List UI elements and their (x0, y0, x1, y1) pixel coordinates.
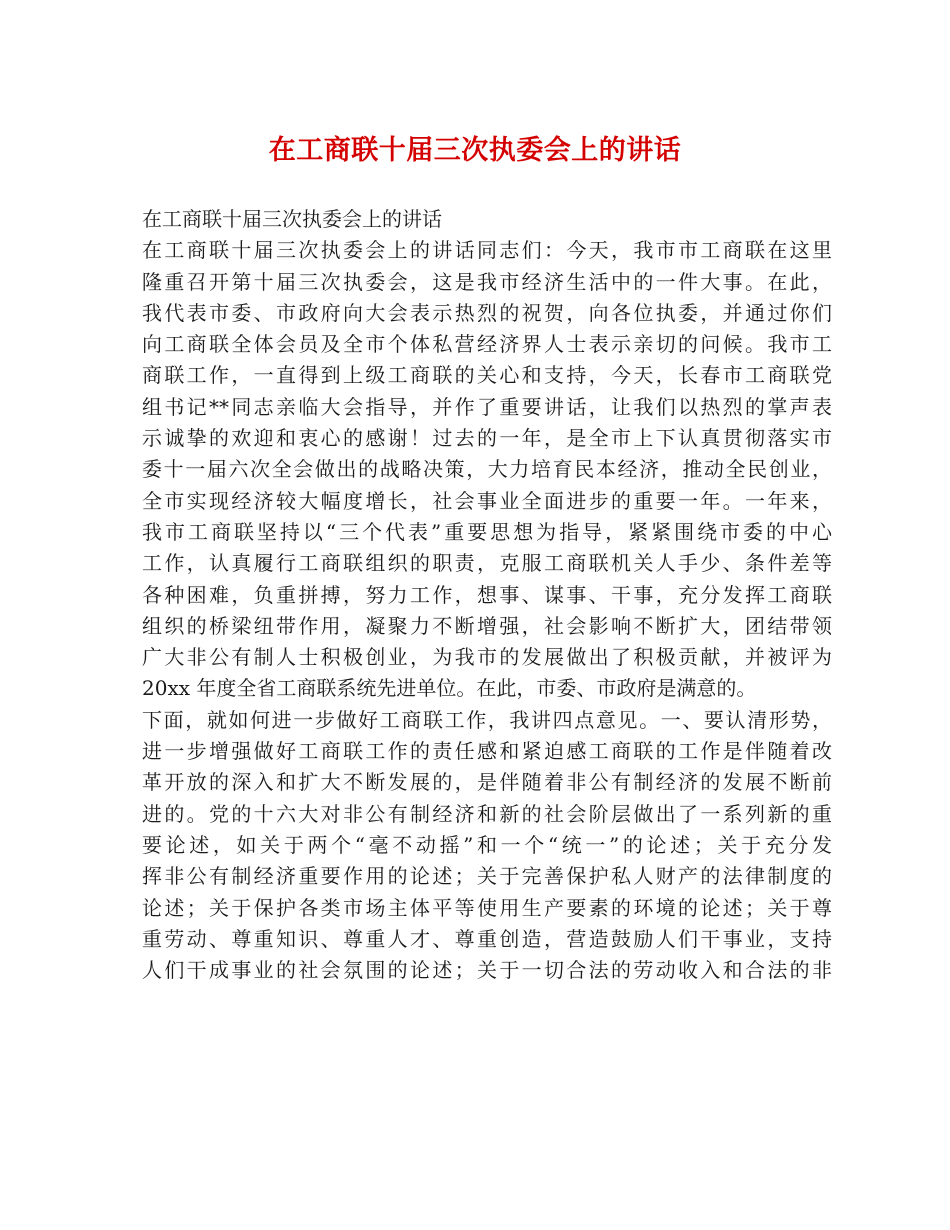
body-line: 挥非公有制经济重要作用的论述；关于完善保护私人财产的法律制度的 (142, 864, 832, 889)
body-line: 各种困难，负重拼搏，努力工作，想事、谋事、干事，充分发挥工商联 (142, 582, 832, 607)
body-line: 人们干成事业的社会氛围的论述；关于一切合法的劳动收入和合法的非 (142, 958, 832, 983)
body-line: 隆重召开第十届三次执委会，这是我市经济生活中的一件大事。在此， (142, 269, 832, 294)
body-line: 重劳动、尊重知识、尊重人才、尊重创造，营造鼓励人们干事业，支持 (142, 926, 832, 951)
body-line: 进一步增强做好工商联工作的责任感和紧迫感工商联的工作是伴随着改 (142, 739, 832, 764)
document-title: 在工商联十届三次执委会上的讲话 (268, 135, 682, 166)
body-line: 广大非公有制人士积极创业，为我市的发展做出了积极贡献，并被评为 (142, 645, 832, 670)
body-line: 革开放的深入和扩大不断发展的，是伴随着非公有制经济的发展不断前 (142, 770, 832, 795)
body-line: 20xx 年度全省工商联系统先进单位。在此，市委、市政府是满意的。 (142, 676, 757, 701)
body-line: 进的。党的十六大对非公有制经济和新的社会阶层做出了一系列新的重 (142, 801, 832, 826)
body-line: 向工商联全体会员及全市个体私营经济界人士表示亲切的问候。我市工 (142, 332, 832, 357)
body-line: 工作，认真履行工商联组织的职责，克服工商联机关人手少、条件差等 (142, 551, 832, 576)
body-line: 下面，就如何进一步做好工商联工作，我讲四点意见。一、要认清形势， (142, 707, 832, 732)
body-line: 商联工作，一直得到上级工商联的关心和支持，今天，长春市工商联党 (142, 363, 832, 388)
document-subtitle: 在工商联十届三次执委会上的讲话 (142, 207, 442, 231)
body-line: 在工商联十届三次执委会上的讲话同志们：今天，我市市工商联在这里 (142, 238, 832, 263)
body-line: 我市工商联坚持以“三个代表”重要思想为指导，紧紧围绕市委的中心 (142, 519, 832, 544)
body-line: 要论述，如关于两个“毫不动摇”和一个“统一”的论述；关于充分发 (142, 832, 832, 857)
body-line: 委十一届六次全会做出的战略决策，大力培育民本经济，推动全民创业， (142, 457, 832, 482)
body-line: 我代表市委、市政府向大会表示热烈的祝贺，向各位执委，并通过你们 (142, 300, 832, 325)
body-line: 论述；关于保护各类市场主体平等使用生产要素的环境的论述；关于尊 (142, 895, 832, 920)
body-line: 组书记**同志亲临大会指导，并作了重要讲话，让我们以热烈的掌声表 (142, 394, 832, 419)
body-line: 示诚挚的欢迎和衷心的感谢！过去的一年，是全市上下认真贯彻落实市 (142, 426, 832, 451)
document-body (142, 204, 832, 986)
body-line: 全市实现经济较大幅度增长，社会事业全面进步的重要一年。一年来， (142, 488, 832, 513)
body-line: 组织的桥梁纽带作用，凝聚力不断增强，社会影响不断扩大，团结带领 (142, 613, 832, 638)
